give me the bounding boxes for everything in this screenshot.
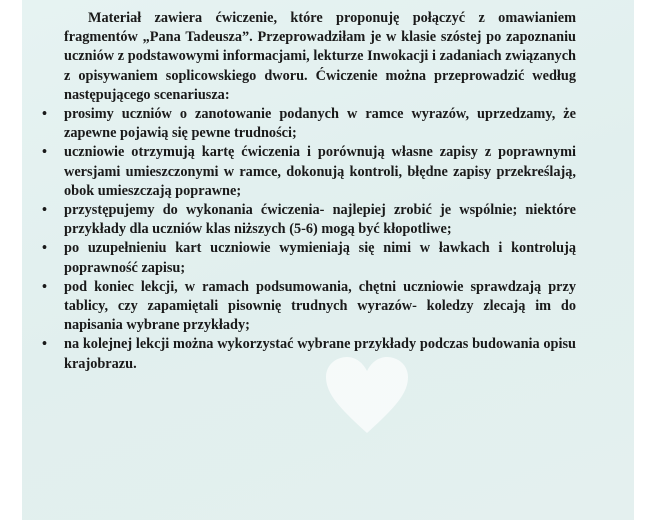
intro-paragraph: Materiał zawiera ćwiczenie, które proponuję połączyć z omawianiem fragmentów „Pana Tadeusza”. Przeprowadziłam je w klasie szóstej po zapoznaniu uczniów z podstawowymi informacjami, lekturze Inwokacji i zadaniach związanych z opisywaniem soplicowskiego dworu. Ćwiczenie można przeprowadzić według następującego scenariusza: <box>64 10 576 103</box>
list-item: • prosimy uczniów o zanotowanie podanych w ramce wyrazów, uprzedzamy, że zapewne pojawią się pewne trudności; <box>42 106 576 142</box>
document-body <box>42 9 576 374</box>
list-item: • uczniowie otrzymują kartę ćwiczenia i porównują własne zapisy z poprawnymi wersjami umieszczonymi w ramce, dokonują kontroli, błędne zapisy przekreślają, obok umieszczają poprawne; <box>42 144 576 199</box>
list-item: • przystępujemy do wykonania ćwiczenia- najlepiej zrobić je wspólnie; niektóre przykłady dla uczniów klas niższych (5-6) mogą być kłopotliwe; <box>42 202 576 238</box>
scenario-list <box>42 105 576 374</box>
bullet-icon: • <box>42 278 48 295</box>
list-item: • po uzupełnieniu kart uczniowie wymieniają się nimi w ławkach i kontrolują poprawność zapisu; <box>42 240 576 276</box>
bullet-icon: • <box>42 336 48 353</box>
bullet-icon: • <box>42 202 48 219</box>
bullet-icon: • <box>42 144 48 161</box>
document-page <box>22 0 634 520</box>
bullet-icon: • <box>42 106 48 123</box>
bullet-icon: • <box>42 240 48 257</box>
list-item: • pod koniec lekcji, w ramach podsumowania, chętni uczniowie sprawdzają przy tablicy, czy zapamiętali pisownię trudnych wyrazów- koledzy zlecają im do napisania wybrane przykłady; <box>42 278 576 334</box>
list-item: • na kolejnej lekcji można wykorzystać wybrane przykłady podczas budowania opisu krajobrazu. <box>42 336 576 372</box>
